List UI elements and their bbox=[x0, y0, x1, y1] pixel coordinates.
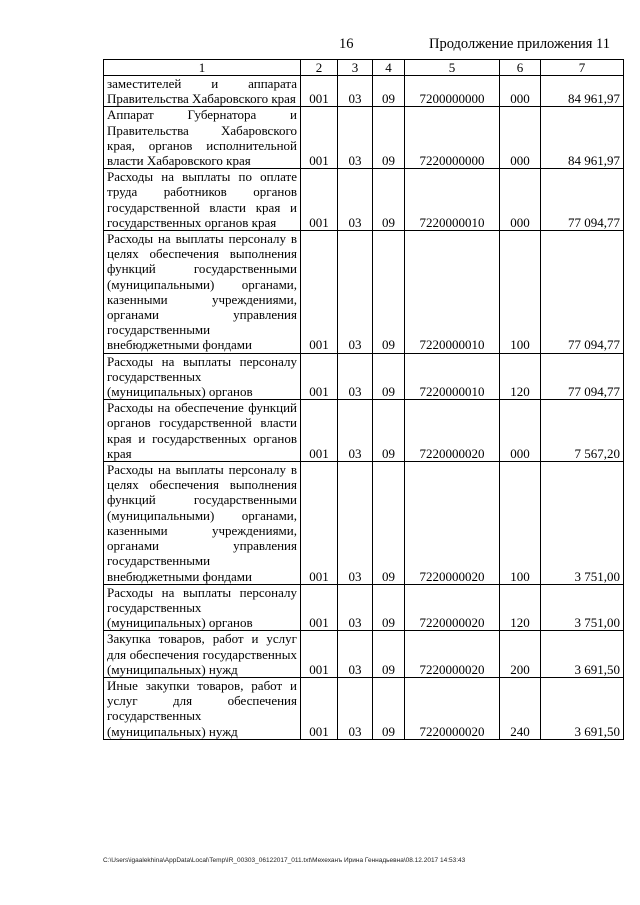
subsection-code: 09 bbox=[373, 631, 405, 678]
expense-name: Расходы на выплаты по оплате труда работников органов государственной власти края и государственных органов края bbox=[104, 169, 301, 231]
table-row bbox=[104, 107, 624, 169]
target-article-code: 7220000020 bbox=[405, 584, 500, 631]
target-article-code: 7220000000 bbox=[405, 107, 500, 169]
section-code: 03 bbox=[338, 462, 373, 585]
table-row bbox=[104, 462, 624, 585]
column-header: 2 bbox=[301, 60, 338, 76]
amount: 84 961,97 bbox=[541, 76, 624, 107]
expense-type-code: 240 bbox=[500, 677, 541, 739]
expense-name: заместителей и аппарата Правительства Хабаровского края bbox=[104, 76, 301, 107]
budget-table bbox=[103, 59, 624, 740]
target-article-code: 7220000010 bbox=[405, 231, 500, 354]
expense-type-code: 200 bbox=[500, 631, 541, 678]
ministry-code: 001 bbox=[301, 584, 338, 631]
table-row bbox=[104, 169, 624, 231]
column-header: 1 bbox=[104, 60, 301, 76]
amount: 3 691,50 bbox=[541, 677, 624, 739]
expense-type-code: 000 bbox=[500, 400, 541, 462]
amount: 77 094,77 bbox=[541, 169, 624, 231]
ministry-code: 001 bbox=[301, 400, 338, 462]
table-row bbox=[104, 631, 624, 678]
amount: 7 567,20 bbox=[541, 400, 624, 462]
expense-type-code: 120 bbox=[500, 584, 541, 631]
section-code: 03 bbox=[338, 353, 373, 400]
expense-name: Расходы на выплаты персоналу государственных (муниципальных) органов bbox=[104, 353, 301, 400]
section-code: 03 bbox=[338, 169, 373, 231]
section-code: 03 bbox=[338, 631, 373, 678]
file-path-footer: C:\Users\igaalekhina\AppData\Local\Temp\IR_00303_06122017_011.txt\Мехеханъ Ирина Геннадьевна\08.12.2017 14:53:43 bbox=[103, 857, 466, 864]
table-row bbox=[104, 400, 624, 462]
ministry-code: 001 bbox=[301, 107, 338, 169]
ministry-code: 001 bbox=[301, 631, 338, 678]
amount: 84 961,97 bbox=[541, 107, 624, 169]
expense-type-code: 000 bbox=[500, 76, 541, 107]
subsection-code: 09 bbox=[373, 76, 405, 107]
ministry-code: 001 bbox=[301, 677, 338, 739]
expense-name: Расходы на выплаты персоналу государственных (муниципальных) органов bbox=[104, 584, 301, 631]
page-header bbox=[0, 36, 640, 58]
target-article-code: 7220000020 bbox=[405, 677, 500, 739]
table-row bbox=[104, 231, 624, 354]
section-code: 03 bbox=[338, 107, 373, 169]
ministry-code: 001 bbox=[301, 353, 338, 400]
ministry-code: 001 bbox=[301, 231, 338, 354]
expense-type-code: 100 bbox=[500, 231, 541, 354]
column-header: 4 bbox=[373, 60, 405, 76]
ministry-code: 001 bbox=[301, 462, 338, 585]
appendix-continuation: Продолжение приложения 11 bbox=[428, 36, 610, 52]
page-number: 16 bbox=[339, 36, 354, 52]
amount: 3 751,00 bbox=[541, 462, 624, 585]
subsection-code: 09 bbox=[373, 584, 405, 631]
section-code: 03 bbox=[338, 584, 373, 631]
column-header: 5 bbox=[405, 60, 500, 76]
amount: 3 751,00 bbox=[541, 584, 624, 631]
section-code: 03 bbox=[338, 400, 373, 462]
column-header: 3 bbox=[338, 60, 373, 76]
expense-type-code: 100 bbox=[500, 462, 541, 585]
ministry-code: 001 bbox=[301, 76, 338, 107]
expense-type-code: 120 bbox=[500, 353, 541, 400]
section-code: 03 bbox=[338, 231, 373, 354]
subsection-code: 09 bbox=[373, 353, 405, 400]
ministry-code: 001 bbox=[301, 169, 338, 231]
table-row bbox=[104, 353, 624, 400]
subsection-code: 09 bbox=[373, 231, 405, 354]
expense-type-code: 000 bbox=[500, 107, 541, 169]
section-code: 03 bbox=[338, 76, 373, 107]
expense-name: Закупка товаров, работ и услуг для обеспечения государственных (муниципальных) нужд bbox=[104, 631, 301, 678]
target-article-code: 7220000010 bbox=[405, 353, 500, 400]
subsection-code: 09 bbox=[373, 677, 405, 739]
target-article-code: 7220000020 bbox=[405, 462, 500, 585]
table-row bbox=[104, 76, 624, 107]
subsection-code: 09 bbox=[373, 169, 405, 231]
expense-type-code: 000 bbox=[500, 169, 541, 231]
table-row bbox=[104, 584, 624, 631]
expense-name: Расходы на обеспечение функций органов государственной власти края и государственных органов края bbox=[104, 400, 301, 462]
amount: 77 094,77 bbox=[541, 231, 624, 354]
table-header-row bbox=[104, 60, 624, 76]
subsection-code: 09 bbox=[373, 107, 405, 169]
amount: 3 691,50 bbox=[541, 631, 624, 678]
expense-name: Аппарат Губернатора и Правительства Хабаровского края, органов исполнительной власти Хабаровского края bbox=[104, 107, 301, 169]
expense-name: Иные закупки товаров, работ и услуг для обеспечения государственных (муниципальных) нужд bbox=[104, 677, 301, 739]
subsection-code: 09 bbox=[373, 462, 405, 585]
section-code: 03 bbox=[338, 677, 373, 739]
target-article-code: 7200000000 bbox=[405, 76, 500, 107]
target-article-code: 7220000010 bbox=[405, 169, 500, 231]
amount: 77 094,77 bbox=[541, 353, 624, 400]
expense-name: Расходы на выплаты персоналу в целях обеспечения выполнения функций государственными (муниципальными) органами, казенными учреждениями, органами управления государственными внебюджетными фондами bbox=[104, 231, 301, 354]
column-header: 6 bbox=[500, 60, 541, 76]
expense-name: Расходы на выплаты персоналу в целях обеспечения выполнения функций государственными (муниципальными) органами, казенными учреждениями, органами управления государственными внебюджетными фондами bbox=[104, 462, 301, 585]
subsection-code: 09 bbox=[373, 400, 405, 462]
column-header: 7 bbox=[541, 60, 624, 76]
table-row bbox=[104, 677, 624, 739]
target-article-code: 7220000020 bbox=[405, 631, 500, 678]
target-article-code: 7220000020 bbox=[405, 400, 500, 462]
